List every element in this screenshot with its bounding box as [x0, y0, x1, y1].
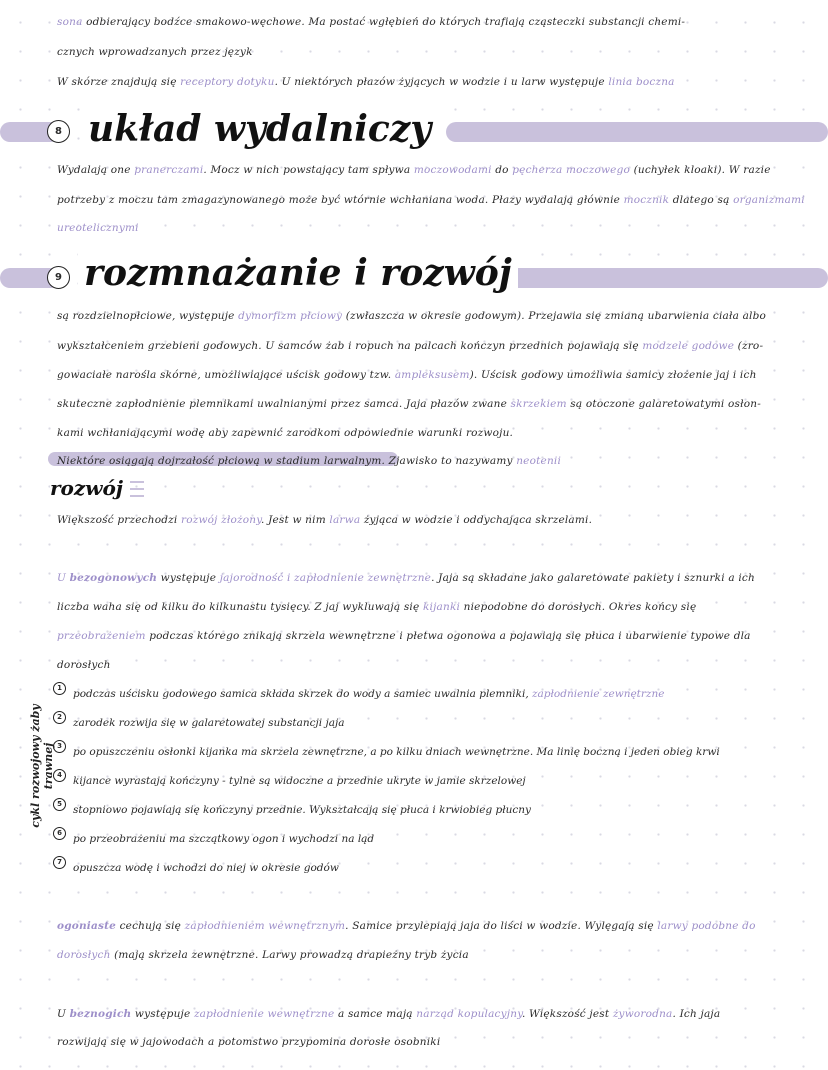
text-line: rozwijają się w jajowodach a potomstwo przypomina dorosłe osobniki [57, 1036, 441, 1048]
step-number: 6 [53, 827, 66, 840]
text-line: wykształceniem grzebieni godowych. U samców żab i ropuch na palcach kończyn przednich pojawiają się modzele godowe (zro- [57, 340, 764, 352]
list-item-text: po przeobrażeniu ma szczątkowy ogon i wychodzi na ląd [73, 833, 375, 845]
section-number-9: 9 [47, 266, 70, 289]
text-line: potrzeby z moczu tam zmagazynowanego może być wtórnie wchłaniana woda. Płazy wydalają głównie mocznik dlatego są organizmami [57, 194, 805, 206]
decoration-stroke [130, 488, 144, 490]
decoration-stroke [130, 481, 144, 483]
text-line: W skórze znajdują się receptory dotyku. U niektórych płazów żyjących w wodzie i u larw występuje linia boczna [57, 76, 675, 88]
text-line: liczba waha się od kilku do kilkunastu tysięcy. Z jaj wykluwają się kijanki niepodobne do dorosłych. Okres końcy się [57, 601, 697, 613]
list-item [73, 688, 818, 700]
step-number: 1 [53, 682, 66, 695]
step-number: 3 [53, 740, 66, 753]
list-item-text: kijance wyrastają kończyny - tylne są widoczne a przednie ukryte w jamie skrzelowej [73, 775, 526, 787]
list-item [73, 717, 818, 729]
section-title-8: układ wydalniczy [82, 108, 437, 150]
side-label-lifecycle: cykl rozwojowy żaby trawnej [29, 704, 55, 828]
list-item [73, 833, 818, 845]
text-line: przeobrażeniem podczas którego znikają skrzela wewnętrzne i płetwa ogonowa a pojawiają się płuca i ubarwienie typowe dla [57, 630, 751, 642]
list-item-text: stopniowo pojawiają się kończyny przednie. Wykształcają się płuca i krwiobieg płucny [73, 804, 531, 816]
text-line: cznych wprowadzanych przez język [57, 46, 253, 58]
list-item [73, 804, 818, 816]
text-line: ureotelicznymi [57, 222, 139, 234]
text-line: Niektóre osiągają dojrzałość płciową w stadium larwalnym. Zjawisko to nazywamy neotenii [57, 455, 562, 467]
heading-band-right [446, 122, 828, 142]
step-number: 2 [53, 711, 66, 724]
list-item-text: podczas uścisku godowego samica składa skrzek do wody a samiec uwalnia plemniki, [73, 688, 529, 700]
highlight-term: zapłodnienie zewnętrzne [528, 688, 665, 700]
text-line: kami wchłaniającymi wodę aby zapewnić zarodkom odpowiednie warunki rozwoju. [57, 427, 514, 439]
text-line: dorosłych [57, 659, 111, 671]
decoration-stroke [130, 495, 144, 497]
list-item [73, 746, 818, 758]
text-line: Większość przechodzi rozwój złożony. Jest w nim larwa żyjąca w wodzie i oddychająca skrzelami. [57, 514, 593, 526]
list-item-text: po opuszczeniu osłonki kijanka ma skrzela zewnętrzne, a po kilku dniach wewnętrzne. Ma linię boczną i jeden obieg krwi [73, 746, 720, 758]
text-line: skuteczne zapłodnienie plemnikami uwalnianymi przez samca. Jaja płazów zwane skrzekiem są otoczone galaretowatymi osłon- [57, 398, 761, 410]
subheading-rozwoj: rozwój [50, 476, 124, 500]
section-title-9: rozmnażanie i rozwój [78, 252, 518, 294]
text-line: gowaciałe narośla skórne, umożliwiające uścisk godowy tzw. ampleksusem). Uścisk godowy umożliwia samicy złożenie jaj i ich [57, 369, 757, 381]
text-line: ogoniaste cechują się zapłodnieniem wewnętrznym. Samice przylepiają jaja do liści w wodzie. Wylęgają się larwy podobne do [57, 920, 756, 932]
text-line: Wydalają one pranerczami. Mocz w nich powstający tam spływa moczowodami do pęcherza moczowego (uchyłek kloaki). W razie [57, 164, 771, 176]
heading-band-right [500, 268, 828, 288]
text-line: sona odbierający bodźce smakowo-węchowe. Ma postać wgłębień do których trafiają cząsteczki substancji chemi- [57, 16, 686, 28]
list-item-text: opuszcza wodę i wchodzi do niej w okresie godów [73, 862, 339, 874]
list-item-text: zarodek rozwija się w galaretowatej substancji jaja [73, 717, 345, 729]
text-line: dorosłych (mają skrzela zewnętrzne. Larwy prowadzą drapieżny tryb życia [57, 949, 469, 961]
step-number: 5 [53, 798, 66, 811]
highlight-term: sona [57, 16, 83, 28]
step-number: 7 [53, 856, 66, 869]
text-line: U beznogich występuje zapłodnienie wewnętrzne a samce mają narząd kopulacyjny. Większość jest żyworodna. Ich jaja [57, 1008, 721, 1020]
list-item [73, 862, 818, 874]
text-line: są rozdzielnopłciowe, występuje dymorfizm płciowy (zwłaszcza w okresie godowym). Przejawia się zmianą ubarwienia ciała albo [57, 310, 767, 322]
list-item [73, 775, 818, 787]
step-number: 4 [53, 769, 66, 782]
text-line: U bezogonowych występuje jajorodność i zapłodnienie zewnętrzne. Jaja są składane jako galaretowate pakiety i sznurki a ich [57, 572, 755, 584]
section-number-8: 8 [47, 120, 70, 143]
